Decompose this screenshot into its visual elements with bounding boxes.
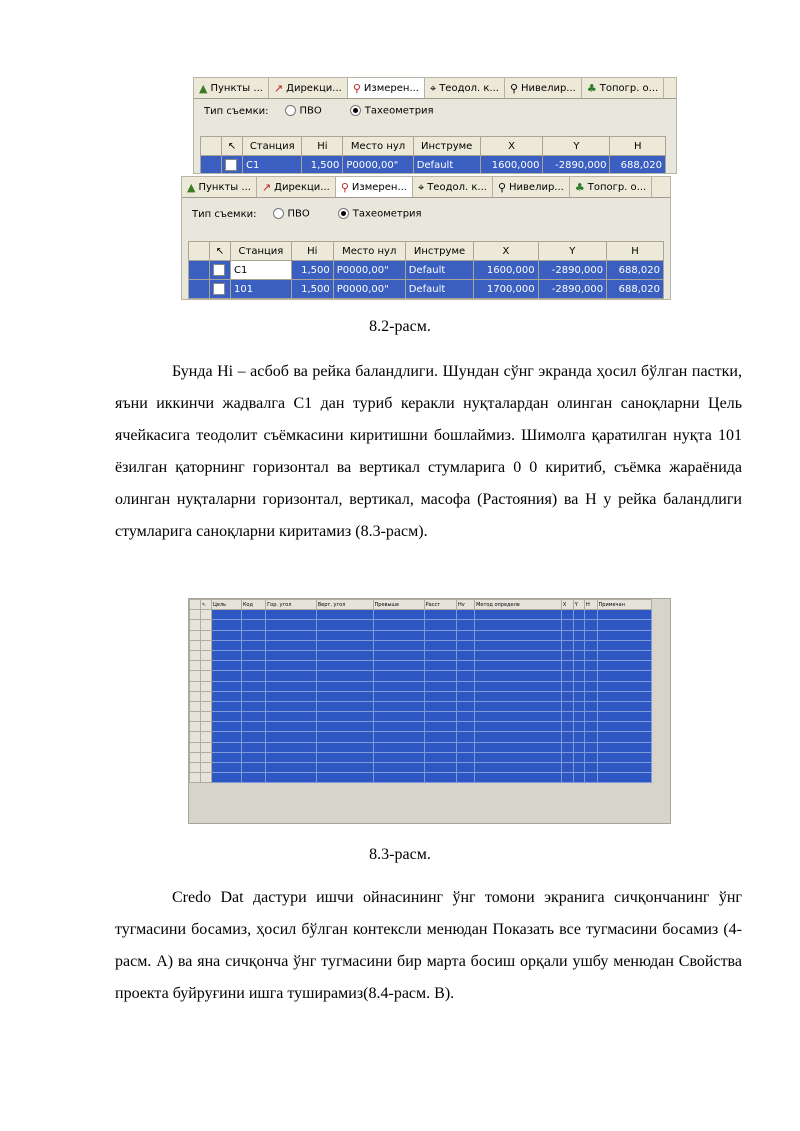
- row-checkbox[interactable]: [213, 283, 225, 295]
- table-row[interactable]: [190, 722, 652, 732]
- tripod-icon: ⚲: [340, 180, 349, 194]
- figure-8-3-measurements-grid: [188, 598, 671, 824]
- theodolite-icon: ⌖: [429, 81, 437, 95]
- table-row[interactable]: [190, 752, 652, 762]
- table-row[interactable]: [190, 630, 652, 640]
- tab-leveling[interactable]: ⚲ Нивелир...: [493, 177, 570, 197]
- stations-table: [200, 136, 666, 174]
- cursor-icon: ↖: [201, 600, 212, 610]
- theodolite-icon: ⌖: [417, 180, 425, 194]
- table-row[interactable]: C1 1,500 P0000,00" Default 1600,000 -2890,000 688,020: [189, 261, 664, 280]
- tab-topography[interactable]: ♣ Топогр. о...: [582, 78, 664, 98]
- direction-icon: ↗: [261, 180, 272, 194]
- stations-table: [188, 241, 664, 299]
- direction-icon: ↗: [273, 81, 284, 95]
- tab-bar: [194, 78, 676, 99]
- cursor-icon: ↖: [210, 242, 231, 261]
- tab-measurements[interactable]: ⚲ Измерен...: [336, 177, 413, 197]
- tab-directions[interactable]: ↗ Дирекци...: [269, 78, 348, 98]
- table-row[interactable]: C1 1,500 P0000,00" Default 1600,000 -2890,000 688,020: [201, 156, 666, 175]
- table-row[interactable]: 101 1,500 P0000,00" Default 1700,000 -2890,000 688,020: [189, 280, 664, 299]
- body-paragraph-2: Credo Dat дастури ишчи ойнасининг ўнг томони экранига сичқончанинг ўнг тугмасини босамиз, ҳосил бўлган контексли менюдан Показать все тугмасини босамиз (4-расм. А) ва яна сичқонча ўнг тугмасини бир марта босиш орқали ушбу менюдан Свойства проекта буйруғини ишга туширамиз(8.4-расм. B).: [115, 889, 742, 1002]
- table-row[interactable]: [190, 701, 652, 711]
- radio-tacheometry[interactable]: Тахеометрия: [350, 105, 434, 117]
- radio-pvo[interactable]: ПВО: [273, 208, 310, 220]
- tab-theodolite[interactable]: ⌖ Теодол. к...: [413, 177, 493, 197]
- table-row[interactable]: [190, 620, 652, 630]
- tab-theodolite[interactable]: ⌖ Теодол. к...: [425, 78, 505, 98]
- survey-type-row: [194, 99, 676, 123]
- row-checkbox[interactable]: [225, 159, 237, 171]
- table-row[interactable]: [190, 691, 652, 701]
- table-header: ↖ Цель Код Гор. угол Верт. угол Превыше Расст Hv Метод определе X Y H Примечан: [190, 600, 652, 610]
- tab-points[interactable]: ▲ Пункты ...: [182, 177, 257, 197]
- figure-caption-8-2: 8.2-расм.: [369, 318, 431, 335]
- body-paragraph-1: Бунда Hi – асбоб ва рейка баландлиги. Шундан сўнг экранда ҳосил бўлган пастки, яъни иккинчи жадвалга С1 дан туриб керакли нуқталардан олинган саноқларни Цель ячейкасига теодолит съёмкасини киритишни бошлаймиз. Шимолга қаратилган нуқта 101 ёзилган қаторнинг горизонтал ва вертикал стумларига 0 0 киритиб, съёмка жараёнида олинган нуқталарни горизонтал, вертикал, масофа (Растояния) ва Н у рейка баландлиги стумларига саноқларни киритамиз (8.3-расм).: [115, 363, 742, 540]
- table-row[interactable]: [190, 763, 652, 773]
- tree-icon: ♣: [586, 81, 597, 95]
- survey-type-row: [182, 198, 670, 230]
- table-row[interactable]: [190, 610, 652, 620]
- radio-tacheometry[interactable]: Тахеометрия: [338, 208, 422, 220]
- measurements-table: [189, 599, 652, 783]
- tree-icon: ♣: [574, 180, 585, 194]
- table-row[interactable]: [190, 742, 652, 752]
- tab-directions[interactable]: ↗ Дирекци...: [257, 177, 336, 197]
- table-row[interactable]: [190, 681, 652, 691]
- tab-topography[interactable]: ♣ Топогр. о...: [570, 177, 652, 197]
- figure-caption-8-3: 8.3-расм.: [369, 846, 431, 863]
- triangle-icon: ▲: [187, 180, 196, 194]
- survey-type-label: Тип съемки:: [192, 208, 257, 220]
- table-row[interactable]: [190, 650, 652, 660]
- tab-leveling[interactable]: ⚲ Нивелир...: [505, 78, 582, 98]
- table-row[interactable]: [190, 640, 652, 650]
- tab-measurements[interactable]: ⚲ Измерен...: [348, 78, 425, 98]
- radio-pvo[interactable]: ПВО: [285, 105, 322, 117]
- figure-8-2-top-window: [193, 77, 677, 174]
- table-row[interactable]: [190, 732, 652, 742]
- table-header: ↖ Станция Hi Место нул Инструме X Y H: [201, 137, 666, 156]
- triangle-icon: ▲: [199, 81, 208, 95]
- row-checkbox[interactable]: [213, 264, 225, 276]
- tab-points[interactable]: ▲ Пункты ...: [194, 78, 269, 98]
- cursor-icon: ↖: [222, 137, 243, 156]
- table-row[interactable]: [190, 661, 652, 671]
- table-row[interactable]: [190, 773, 652, 783]
- tripod-icon: ⚲: [352, 81, 361, 95]
- level-icon: ⚲: [497, 180, 506, 194]
- figure-8-2-bottom-window: [181, 176, 671, 300]
- level-icon: ⚲: [509, 81, 518, 95]
- table-header: ↖ Станция Hi Место нул Инструме X Y H: [189, 242, 664, 261]
- survey-type-label: Тип съемки:: [204, 105, 269, 117]
- table-row[interactable]: [190, 671, 652, 681]
- tab-bar: [182, 177, 670, 198]
- table-row[interactable]: [190, 712, 652, 722]
